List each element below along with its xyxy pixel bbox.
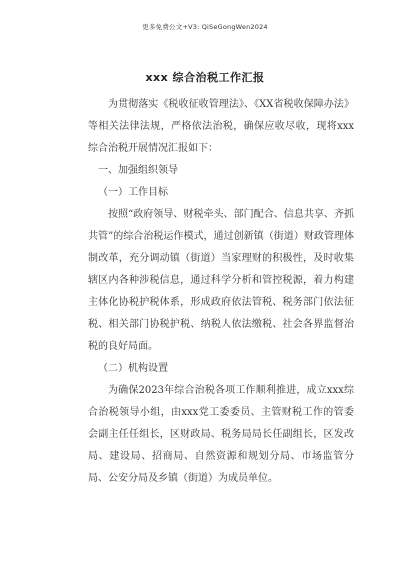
- intro-paragraph: 为贯彻落实《税收征收管理法》、《XX省税收保障办法》等相关法律法规，严格依法治税，确保应收尽收，现将xxx综合治税开展情况汇报如下：: [88, 99, 354, 154]
- document-title: xxx 综合治税工作汇报: [145, 71, 265, 84]
- subsection-heading-organization: （二）机构设置: [98, 363, 168, 374]
- document-body: [88, 94, 354, 490]
- organization-paragraph: 为确保2023年综合治税各项工作顺利推进，成立xxx综合治税领导小组，由xxx党工委委员、主管财税工作的管委会副主任任组长，区财政局、税务局局长任副组长，区发改局、建设局、招商局、自然资源和规划分局、市场监管分局、公安分局及乡镇（街道）为成员单位。: [88, 385, 354, 484]
- section-heading: 一、加强组织领导: [98, 165, 178, 176]
- subsection-heading-goals: （一）工作目标: [98, 187, 168, 198]
- header-note: 更多免费公文+V3: QiSeGongWen2024: [142, 23, 268, 31]
- goals-paragraph: 按照“政府领导、财税牵头、部门配合、信息共享、齐抓共管”的综合治税运作模式，通过创新镇（街道）财政管理体制改革，充分调动镇（街道）当家理财的积极性，及时收集辖区内各种涉税信息，通过科学分析和管控税源，着力构建主体化协税护税体系，形成政府依法管税、税务部门依法征税、相关部门协税护税、纳税人依法缴税、社会各界监督治税的良好局面。: [88, 209, 354, 352]
